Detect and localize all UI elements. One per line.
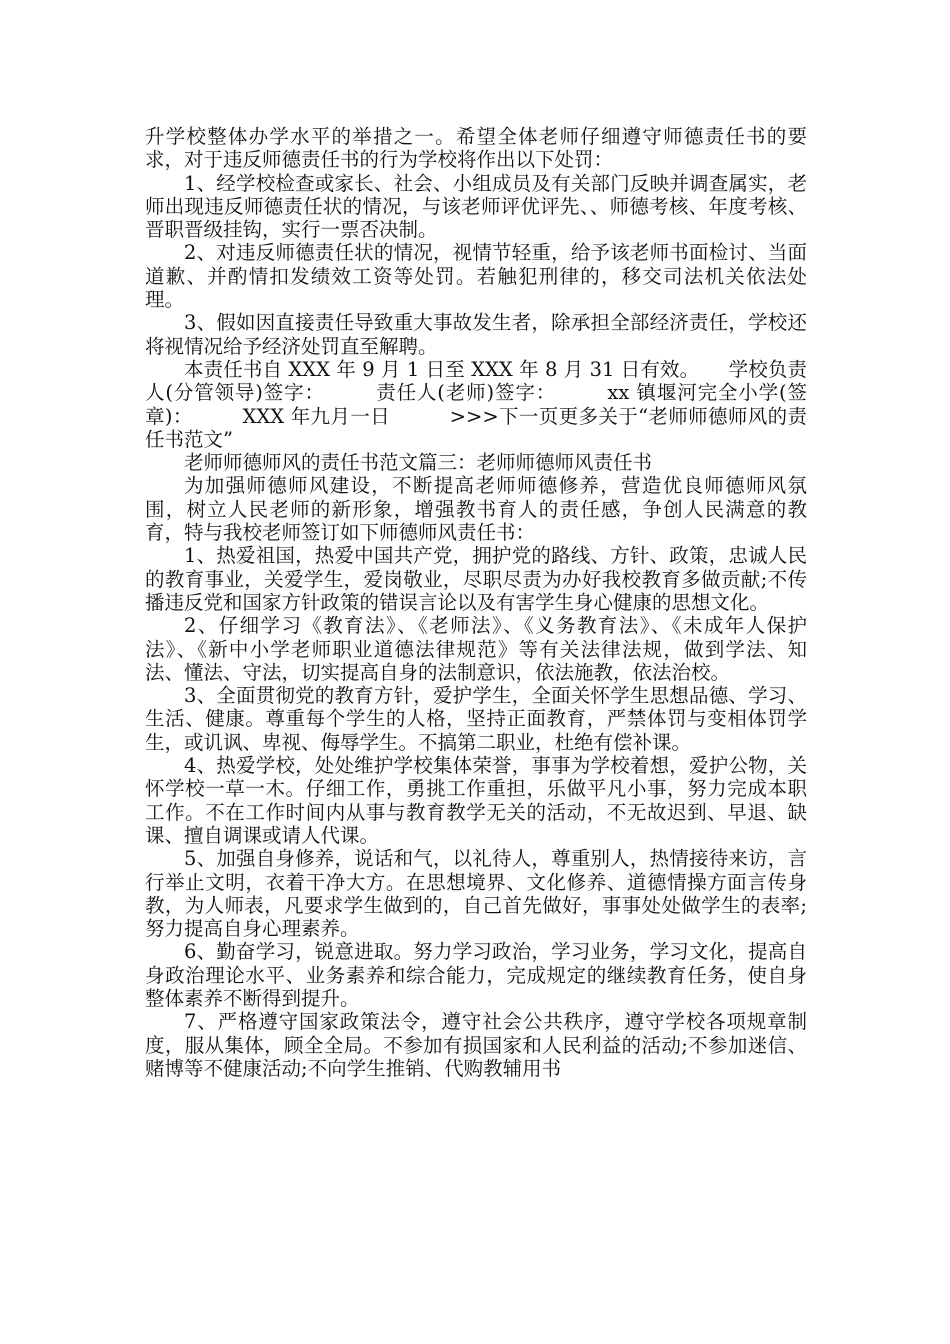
paragraph-penalty-3: 3、假如因直接责任导致重大事故发生者，除承担全部经济责任，学校还将视情况给予经济处罚直至解聘。 bbox=[145, 311, 807, 358]
paragraph-penalty-2: 2、对违反师德责任状的情况，视情节轻重，给予该老师书面检讨、当面道歉、并酌情扣发绩效工资等处罚。若触犯刑律的，移交司法机关依法处理。 bbox=[145, 241, 807, 312]
document-page bbox=[145, 125, 807, 1080]
paragraph-duty-5: 5、加强自身修养，说话和气，以礼待人，尊重别人，热情接待来访，言行举止文明，衣着干净大方。在思想境界、文化修养、道德情操方面言传身教，为人师表，凡要求学生做到的，自己首先做好，事事处处做学生的表率;努力提高自身心理素养。 bbox=[145, 847, 807, 941]
paragraph-duty-6: 6、勤奋学习，锐意进取。努力学习政治，学习业务，学习文化，提高自身政治理论水平、业务素养和综合能力，完成规定的继续教育任务，使自身整体素养不断得到提升。 bbox=[145, 940, 807, 1010]
paragraph-preamble: 为加强师德师风建设，不断提高老师师德修养，营造优良师德师风氛围，树立人民老师的新形象，增强教书育人的责任感，争创人民满意的教育，特与我校老师签订如下师德师风责任书： bbox=[145, 474, 807, 545]
paragraph-duty-4: 4、热爱学校，处处维护学校集体荣誉，事事为学校着想，爱护公物，关怀学校一草一木。仔细工作，勇挑工作重担，乐做平凡小事，努力完成本职工作。不在工作时间内从事与教育教学无关的活动，不无故迟到、早退、缺课、擅自调课或请人代课。 bbox=[145, 754, 807, 847]
paragraph-duty-7: 7、严格遵守国家政策法令，遵守社会公共秩序，遵守学校各项规章制度，服从集体，顾全全局。不参加有损国家和人民利益的活动;不参加迷信、赌博等不健康活动;不向学生推销、代购教辅用书 bbox=[145, 1010, 807, 1080]
section-heading-part-three: 老师师德师风的责任书范文篇三：老师师德师风责任书 bbox=[184, 451, 653, 475]
paragraph-duty-1: 1、热爱祖国，热爱中国共产党，拥护党的路线、方针、政策，忠诚人民的教育事业，关爱学生，爱岗敬业，尽职尽责为办好我校教育多做贡献;不传播违反党和国家方针政策的错误言论以及有害学生身心健康的思想文化。 bbox=[145, 544, 807, 614]
paragraph-validity-signatures: 本责任书自 XXX 年 9 月 1 日至 XXX 年 8 月 31 日有效。 学校负责人(分管领导)签字： 责任人(老师)签字： xx 镇堰河完全小学(签章)： XXX 年九月一日 >>>下一页更多关于“老师师德师风的责任书范文” bbox=[145, 357, 807, 451]
paragraph-penalty-1: 1、经学校检查或家长、社会、小组成员及有关部门反映并调查属实，老师出现违反师德责任状的情况，与该老师评优评先、、师德考核、年度考核、晋职晋级挂钩，实行一票否决制。 bbox=[145, 171, 807, 242]
paragraph-duty-2: 2、仔细学习《教育法》、《老师法》、《义务教育法》、《未成年人保护法》、《新中小学老师职业道德法律规范》等有关法律法规，做到学法、知法、懂法、守法，切实提高自身的法制意识，依法施教，依法治校。 bbox=[145, 614, 807, 684]
paragraph-duty-3: 3、全面贯彻党的教育方针，爱护学生，全面关怀学生思想品德、学习、生活、健康。尊重每个学生的人格，坚持正面教育，严禁体罚与变相体罚学生，或讥讽、卑视、侮辱学生。不搞第二职业，杜绝有偿补课。 bbox=[145, 684, 807, 754]
paragraph-intro-continued: 升学校整体办学水平的举措之一。希望全体老师仔细遵守师德责任书的要求，对于违反师德责任书的行为学校将作出以下处罚： bbox=[145, 125, 807, 172]
